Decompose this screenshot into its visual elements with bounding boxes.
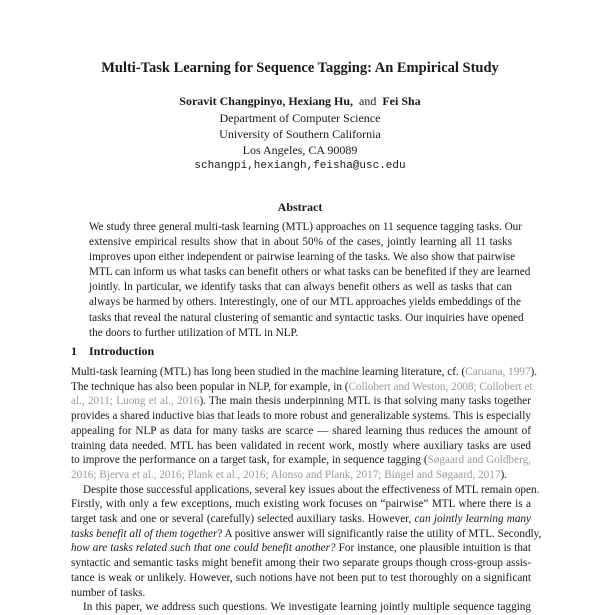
intro-line <box>71 453 531 468</box>
intro-line: Despite those successful applications, several key issues about the effectiveness of MTL remain open. <box>83 483 540 496</box>
abstract-line: jointly. In particular, we identify tasks that can always benefit others as well as tasks that can <box>89 281 512 294</box>
abstract-line: improves upon either independent or pairwise learning of the tasks. We also show that pairwise <box>89 251 516 264</box>
citation-link[interactable]: Collobert and Weston, 2008; Collobert et <box>348 380 533 393</box>
intro-line <box>71 468 531 483</box>
author-1: Soravit Changpinyo, <box>179 94 286 108</box>
citation-link[interactable]: al., 2011; Luong et al., 2016 <box>71 395 200 408</box>
intro-line: number of tasks. <box>71 586 146 599</box>
author-3: Fei Sha <box>382 94 421 108</box>
emphasis-text: can jointly learning many <box>414 513 531 526</box>
intro-line: Firstly, with only a few exceptions, much existing work focuses on “pairwise” MTL where there is a <box>71 498 531 511</box>
text-run: For instance, one plausible intuition is that <box>338 542 531 555</box>
abstract-line: extensive empirical results show that in about 50% of the cases, jointly learning all 11 tasks <box>89 236 512 249</box>
section-title: Introduction <box>89 344 155 358</box>
author-email: schangpi,hexiangh,feisha@usc.edu <box>194 160 406 172</box>
abstract-line: the doors to further utilization of MTL in NLP. <box>89 326 299 339</box>
intro-line: provides a shared inductive bias that leads to more robust and generalizable systems. This is especially <box>71 410 531 423</box>
text-run: The technique has also been popular in NLP, for example, in ( <box>71 380 349 393</box>
section-heading <box>71 344 154 359</box>
abstract-body <box>89 220 531 341</box>
emphasis-text: tasks benefit all of them together <box>71 527 218 540</box>
emphasis-text: how are tasks related such that one could benefit another? <box>71 542 336 555</box>
abstract-line: MTL can inform us what tasks can benefit others or what tasks can be benefited if they are learned <box>89 266 531 279</box>
paper-title: Multi-Task Learning for Sequence Tagging: An Empirical Study <box>101 60 499 76</box>
author-list <box>0 94 600 109</box>
text-run: ). The main thesis underpinning MTL is that solving many tasks together <box>199 395 531 408</box>
citation-link[interactable]: 2016; Bjerva et al., 2016; Plank et al., 2016; Alonso and Plank, 2017; Bingel and Søgaard, 2017 <box>71 468 501 481</box>
section-number: 1 <box>71 344 77 358</box>
intro-line <box>71 394 531 409</box>
intro-line <box>71 541 531 556</box>
text-run: ). <box>530 366 538 378</box>
citation-link[interactable]: Caruana, 1997 <box>465 366 531 378</box>
intro-line <box>71 380 531 395</box>
intro-line <box>71 365 538 380</box>
text-run: ? A positive answer will significantly raise the utility of MTL. Secondly, <box>217 527 542 540</box>
text-run: Multi-task learning (MTL) has long been studied in the machine learning literature, cf. ( <box>71 366 466 378</box>
abstract-line: tasks that reveal the natural clustering of semantic and syntactic tasks. Our inquiries have opened <box>89 311 524 324</box>
author-2: Hexiang Hu, <box>288 94 354 108</box>
intro-line: training data needed. MTL has been validated in recent work, mostly where auxiliary tasks are used <box>71 439 531 452</box>
intro-line: syntactic and semantic tasks might benefit among their two separate groups though cross-group assis- <box>71 557 531 570</box>
text-run: target task and one or several (carefully) selected auxiliary tasks. However, <box>71 513 412 526</box>
affiliation-city: Los Angeles, CA 90089 <box>242 143 358 157</box>
intro-line <box>71 512 531 527</box>
intro-line: In this paper, we address such questions. We investigate learning jointly multiple sequence tagging <box>83 601 531 614</box>
intro-line: tance is weak or unlikely. However, such notions have not been put to test thoroughly on a significant <box>71 571 531 584</box>
affiliation-department: Department of Computer Science <box>219 111 381 125</box>
abstract-line: always be harmed by others. Interestingly, one of our MTL approaches yields embeddings of the <box>89 296 521 309</box>
abstract-heading: Abstract <box>277 200 323 214</box>
affiliation-university: University of Southern California <box>219 127 381 141</box>
citation-link[interactable]: Søgaard and Goldberg, <box>427 454 531 467</box>
intro-line <box>71 527 542 542</box>
abstract-line: We study three general multi-task learning (MTL) approaches on 11 sequence tagging tasks. Our <box>89 221 522 233</box>
text-run: ). <box>500 468 507 481</box>
intro-line: appealing for NLP as data for many tasks are scarce — shared learning thus reduces the amount of <box>71 424 531 437</box>
author-conjunction: and <box>359 94 377 108</box>
text-run: to improve the performance on a target task, for example, in sequence tagging ( <box>71 454 428 467</box>
introduction-body <box>71 365 542 615</box>
